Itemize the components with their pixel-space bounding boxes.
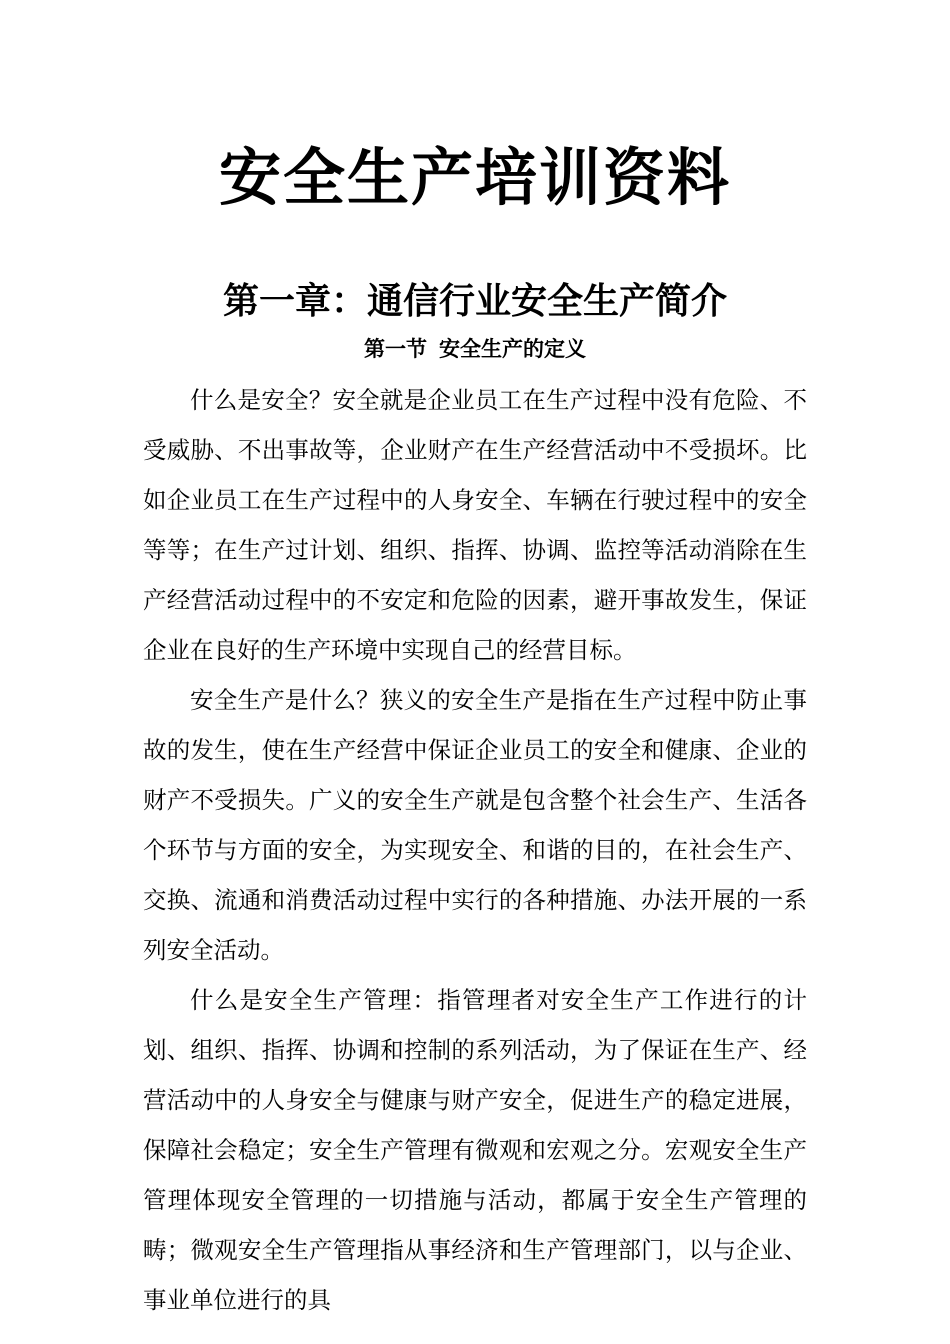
paragraph: 安全生产是什么？狭义的安全生产是指在生产过程中防止事故的发生，使在生产经营中保证企业员工的安全和健康、企业的财产不受损失。广义的安全生产就是包含整个社会生产、生活各个环节与方面的安全，为实现安全、和谐的目的，在社会生产、交换、流通和消费活动过程中实行的各种措施、办法开展的一系列安全活动。 (143, 686, 807, 964)
section-heading (0, 334, 950, 364)
document-title: 安全生产培训资料 (218, 141, 731, 214)
paragraph: 什么是安全生产管理：指管理者对安全生产工作进行的计划、组织、指挥、协调和控制的系列活动，为了保证在生产、经营活动中的人身安全与健康与财产安全，促进生产的稳定进展，保障社会稳定；安全生产管理有微观和宏观之分。宏观安全生产管理体现安全管理的一切措施与活动，都属于安全生产管理的畴；微观安全生产管理指从事经济和生产管理部门，以与企业、事业单位进行的具 (143, 986, 807, 1314)
body-text (143, 375, 807, 1325)
section-name: 安全生产的定义 (439, 337, 586, 361)
paragraph: 什么是安全？安全就是企业员工在生产过程中没有危险、不受威胁、不出事故等，企业财产在生产经营活动中不受损坏。比如企业员工在生产过程中的人身安全、车辆在行驶过程中的安全等等；在生产过计划、组织、指挥、协调、监控等活动消除在生产经营活动过程中的不安定和危险的因素，避开事故发生，保证企业在良好的生产环境中实现自己的经营目标。 (143, 386, 807, 664)
section-number: 第一节 (364, 337, 427, 361)
chapter-heading: 第一章：通信行业安全生产简介 (222, 281, 727, 322)
